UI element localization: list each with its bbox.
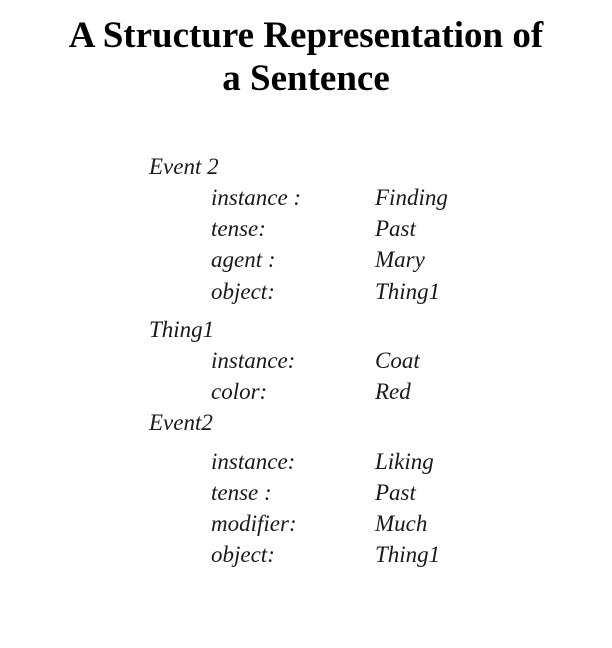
frame-header-event2: Event2 [149, 410, 213, 435]
slot-name: object: [211, 279, 275, 304]
slot-name: instance: [211, 348, 296, 373]
slot-name: modifier: [211, 511, 297, 536]
slot-value: Coat [375, 348, 420, 373]
slot-value: Past [375, 216, 416, 241]
slot-value: Thing1 [375, 279, 441, 304]
slot-value: Red [375, 379, 411, 404]
slot-name: instance : [211, 185, 302, 210]
slot-name: color: [211, 379, 268, 404]
slot-name: agent : [211, 247, 276, 272]
slot-name: tense: [211, 216, 266, 241]
slot-value: Thing1 [375, 542, 441, 567]
frame-header-event-2: Event 2 [149, 154, 219, 179]
title-line-2: a Sentence [222, 58, 390, 99]
slot-value: Finding [375, 185, 448, 210]
slot-name: tense : [211, 480, 272, 505]
slot-value: Past [375, 480, 416, 505]
slot-value: Liking [375, 449, 434, 474]
slot-name: instance: [211, 449, 296, 474]
slot-value: Much [375, 511, 428, 536]
slot-name: object: [211, 542, 275, 567]
title-line-1: A Structure Representation of [68, 15, 544, 56]
slot-value: Mary [375, 247, 425, 272]
frame-header-thing1: Thing1 [149, 317, 215, 342]
